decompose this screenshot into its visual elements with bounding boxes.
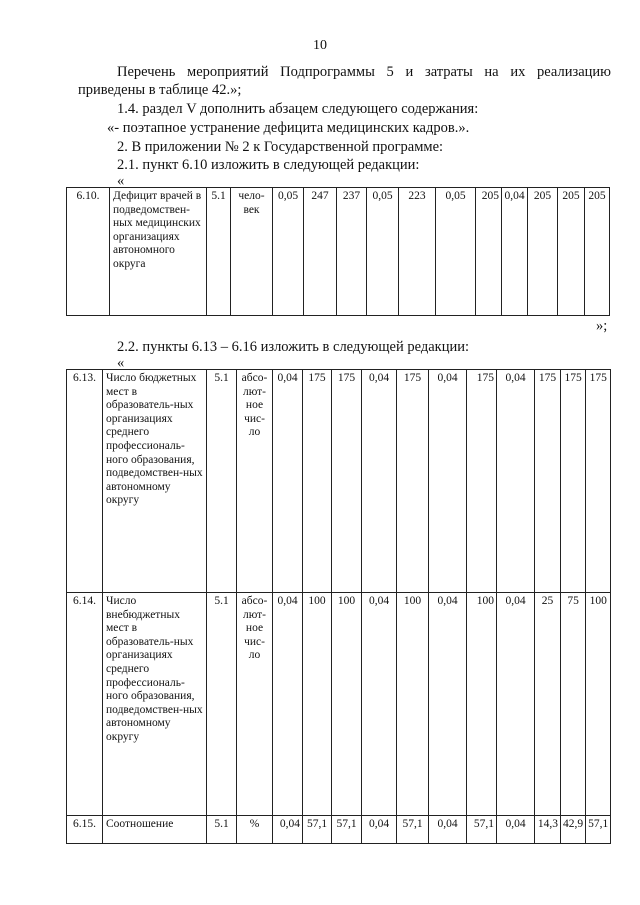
paragraph-3: «- поэтапное устранение дефицита медицинских кадров.». <box>107 120 470 136</box>
value-cell: 0,05 <box>273 188 304 316</box>
close-quote-1: »; <box>596 318 608 334</box>
table-items-6-13-6-15 <box>66 369 611 844</box>
table-item-6-10 <box>66 187 610 316</box>
open-quote-2: « <box>117 355 125 371</box>
value-cell: 0,04 <box>273 593 303 816</box>
row-unit: % <box>237 816 273 844</box>
value-cell: 75 <box>561 593 586 816</box>
row-code: 5.1 <box>207 816 237 844</box>
value-cell: 175 <box>332 370 362 593</box>
value-cell: 223 <box>399 188 436 316</box>
row-unit: абсо-лют-ное чис-ло <box>237 593 273 816</box>
value-cell: 175 <box>561 370 586 593</box>
value-cell: 205 <box>528 188 558 316</box>
value-cell: 14,3 <box>535 816 561 844</box>
value-cell: 205 <box>585 188 610 316</box>
row-code: 5.1 <box>207 370 237 593</box>
open-quote-1: « <box>117 173 125 189</box>
row-indicator-name: Дефицит врачей в подведомствен-ных медицинских организациях автономного округа <box>110 188 207 316</box>
value-cell: 0,04 <box>273 370 303 593</box>
paragraph-5: 2.1. пункт 6.10 изложить в следующей редакции: <box>117 157 420 173</box>
paragraph-2: 1.4. раздел V дополнить абзацем следующего содержания: <box>117 101 479 117</box>
value-cell: 0,04 <box>497 593 535 816</box>
row-code: 5.1 <box>207 188 231 316</box>
value-cell: 57,1 <box>397 816 429 844</box>
value-cell: 100 <box>397 593 429 816</box>
value-cell: 247 <box>304 188 337 316</box>
value-cell: 57,1 <box>303 816 332 844</box>
paragraph-1-line-2: приведены в таблице 42.»; <box>78 82 242 98</box>
value-cell: 205 <box>476 188 502 316</box>
value-cell: 175 <box>535 370 561 593</box>
value-cell: 175 <box>397 370 429 593</box>
row-indicator-name: Число бюджетных мест в образователь-ных организациях среднего профессиональ-ного образования, подведомствен-ных автономному округу <box>103 370 207 593</box>
row-number: 6.13. <box>67 370 103 593</box>
value-cell: 42,9 <box>561 816 586 844</box>
row-unit: абсо-лют-ное чис-ло <box>237 370 273 593</box>
paragraph-6: 2.2. пункты 6.13 – 6.16 изложить в следующей редакции: <box>117 339 470 355</box>
row-number: 6.10. <box>67 188 110 316</box>
value-cell: 0,05 <box>367 188 399 316</box>
value-cell: 0,04 <box>497 370 535 593</box>
table-row <box>67 188 610 316</box>
value-cell: 57,1 <box>586 816 611 844</box>
value-cell: 0,04 <box>429 816 467 844</box>
row-code: 5.1 <box>207 593 237 816</box>
value-cell: 0,04 <box>429 370 467 593</box>
paragraph-1-line-1: Перечень мероприятий Подпрограммы 5 и затраты на их реализацию <box>117 64 611 80</box>
value-cell: 100 <box>467 593 497 816</box>
value-cell: 237 <box>337 188 367 316</box>
table-row <box>67 816 611 844</box>
value-cell: 57,1 <box>467 816 497 844</box>
table-row <box>67 370 611 593</box>
value-cell: 0,04 <box>502 188 528 316</box>
value-cell: 0,04 <box>362 816 397 844</box>
value-cell: 175 <box>467 370 497 593</box>
row-number: 6.15. <box>67 816 103 844</box>
value-cell: 25 <box>535 593 561 816</box>
value-cell: 57,1 <box>332 816 362 844</box>
value-cell: 0,04 <box>273 816 303 844</box>
value-cell: 100 <box>303 593 332 816</box>
value-cell: 100 <box>332 593 362 816</box>
row-indicator-name: Соотношение <box>103 816 207 844</box>
value-cell: 0,05 <box>436 188 476 316</box>
table-row <box>67 593 611 816</box>
row-unit: чело-век <box>231 188 273 316</box>
row-indicator-name: Число внебюджетных мест в образователь-ных организациях среднего профессиональ-ного образования, подведомствен-ных автономному округу <box>103 593 207 816</box>
paragraph-4: 2. В приложении № 2 к Государственной программе: <box>117 139 444 155</box>
value-cell: 0,04 <box>497 816 535 844</box>
value-cell: 100 <box>586 593 611 816</box>
page-number: 10 <box>313 38 327 53</box>
value-cell: 0,04 <box>362 593 397 816</box>
value-cell: 175 <box>586 370 611 593</box>
value-cell: 175 <box>303 370 332 593</box>
value-cell: 0,04 <box>429 593 467 816</box>
value-cell: 0,04 <box>362 370 397 593</box>
row-number: 6.14. <box>67 593 103 816</box>
value-cell: 205 <box>558 188 585 316</box>
